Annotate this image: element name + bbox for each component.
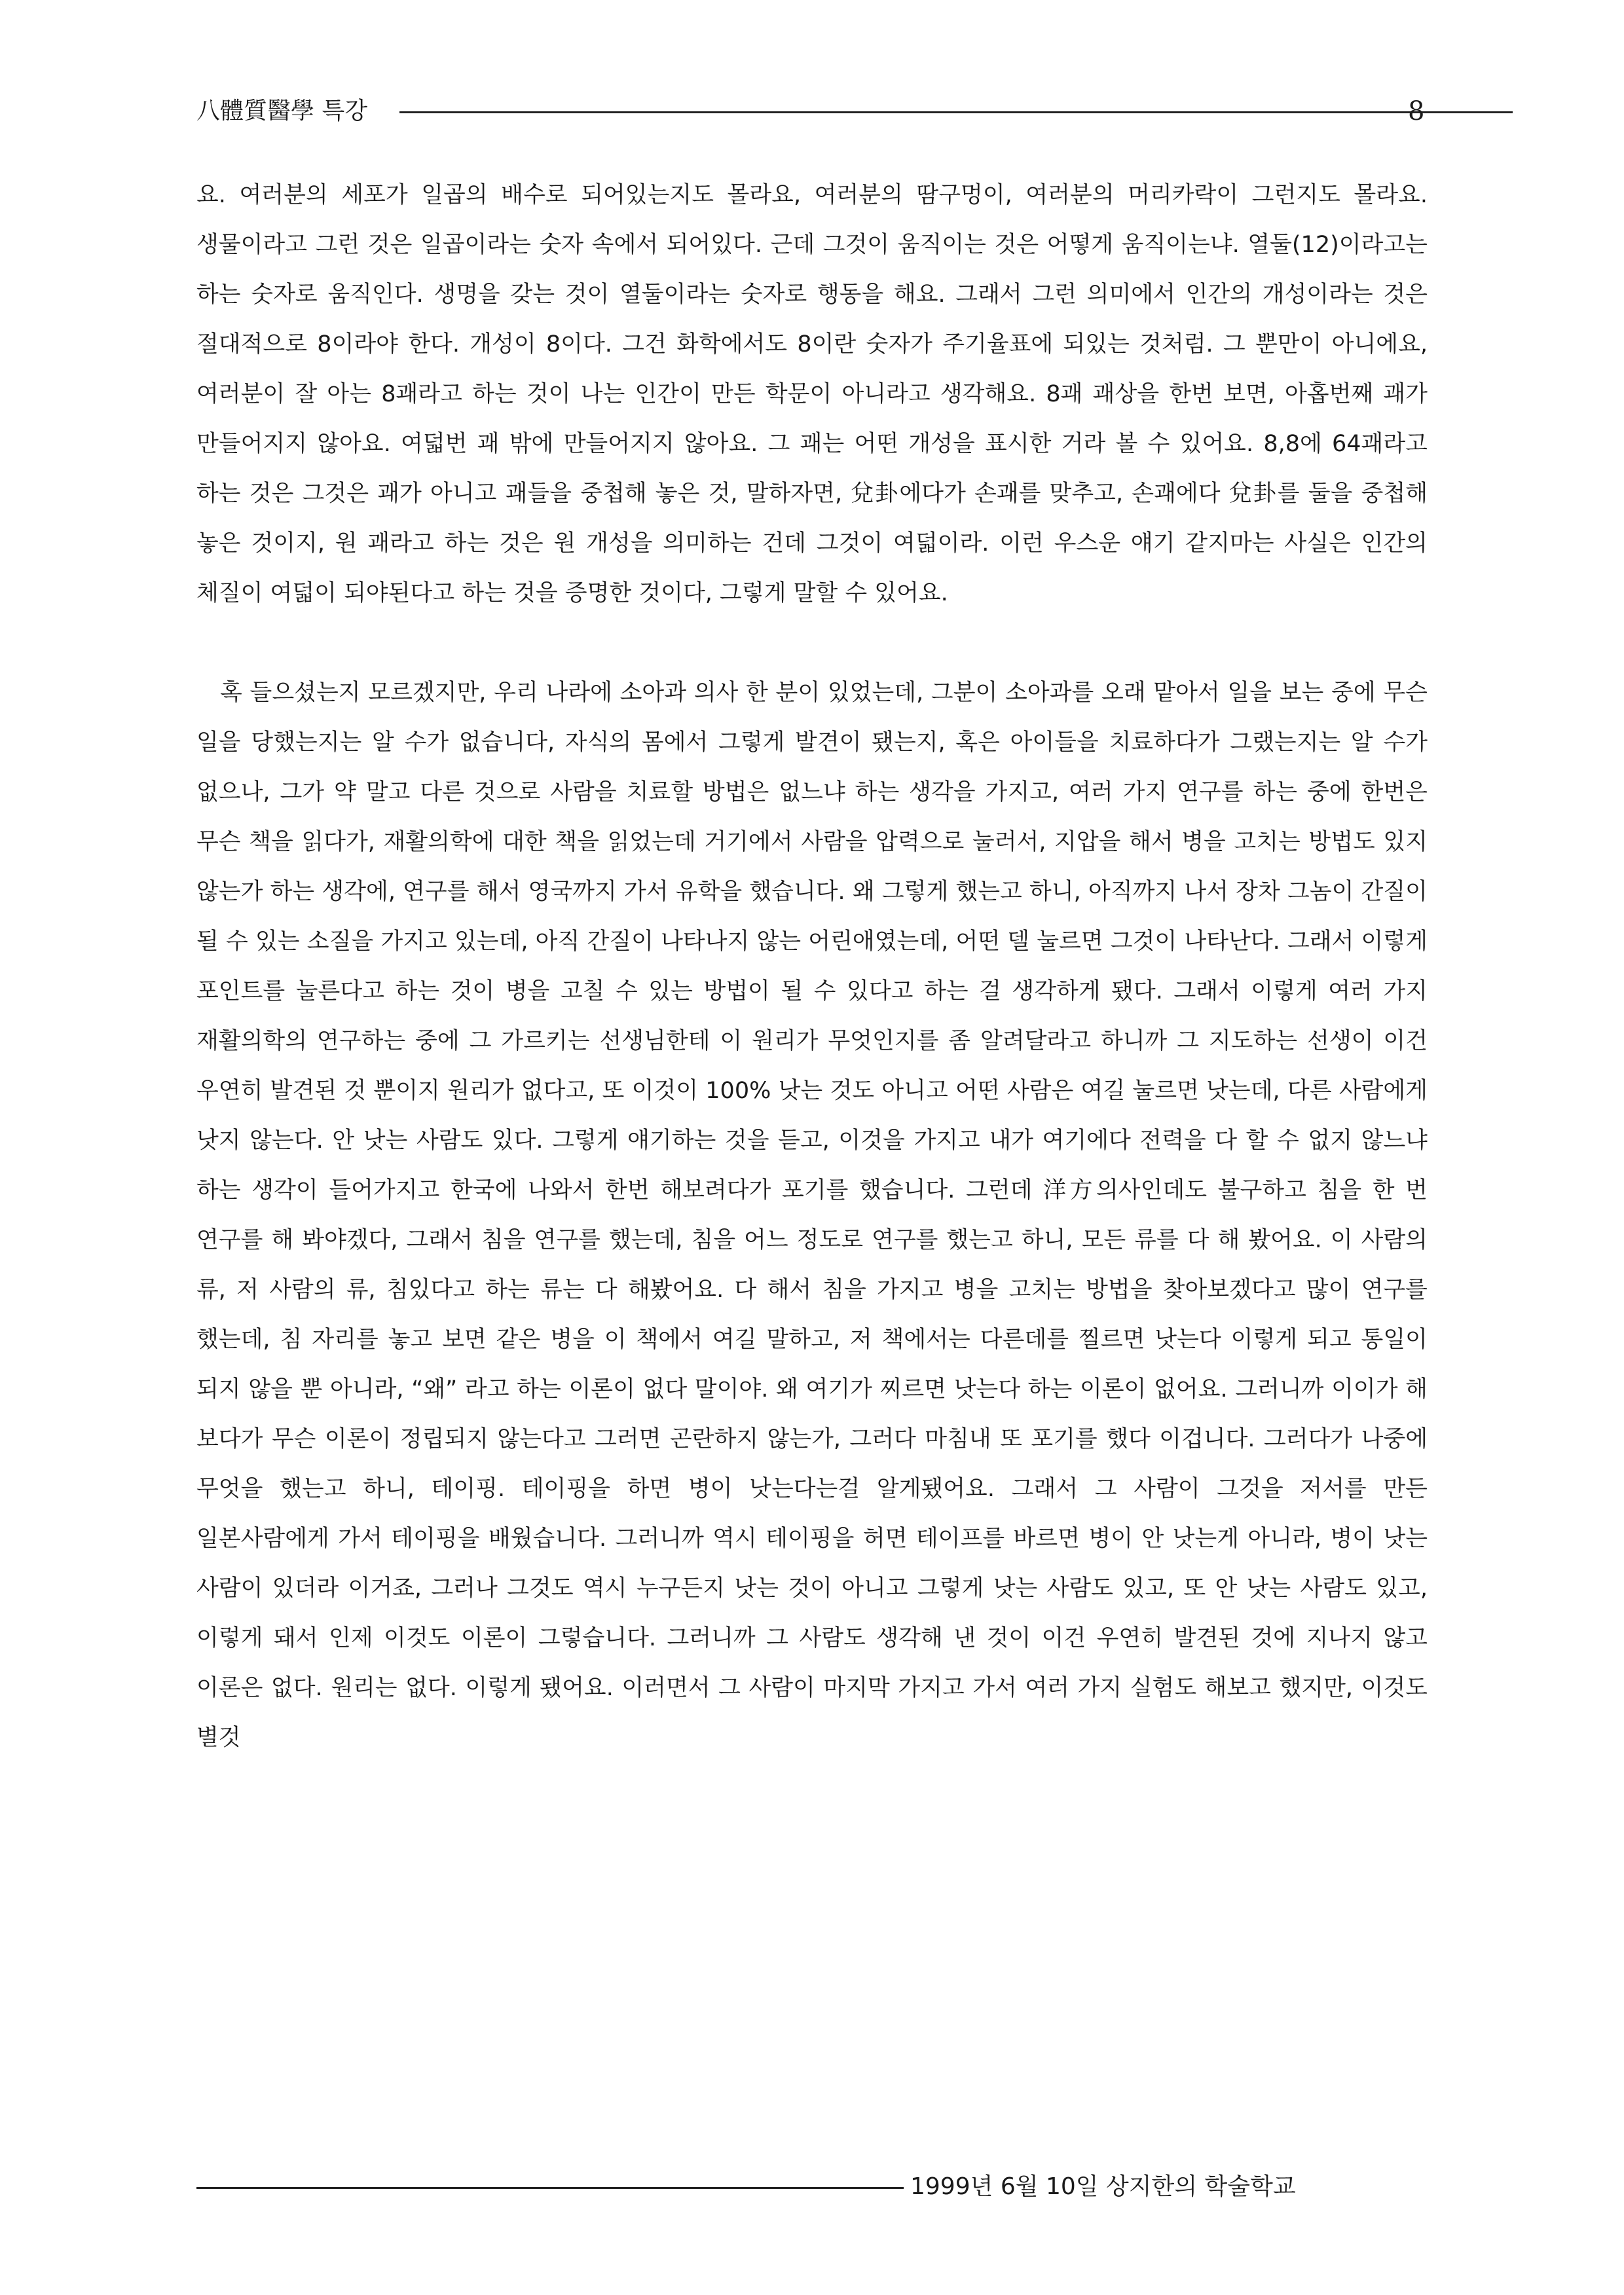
paragraph-1: 요. 여러분의 세포가 일곱의 배수로 되어있는지도 몰라요, 여러분의 땀구멍이, 여러분의 머리카락이 그런지도 몰라요. 생물이라고 그런 것은 일곱이라는 숫자 속에서 되어있다. 근데 그것이 움직이는 것은 어떻게 움직이는냐. 열둘(12)이라고는 하는 숫자로 움직인다. 생명을 갖는 것이 열둘이라는 숫자로 행동을 해요. 그래서 그런 의미에서 인간의 개성이라는 것은 절대적으로 8이라야 한다. 개성이 8이다. 그건 화학에서도 8이란 숫자가 주기율표에 되있는 것처럼. 그 뿐만이 아니에요, 여러분이 잘 아는 8괘라고 하는 것이 나는 인간이 만든 학문이 아니라고 생각해요. 8괘 괘상을 한번 보면, 아홉번째 괘가 만들어지지 않아요. 여덟번 괘 밖에 만들어지지 않아요. 그 괘는 어떤 개성을 표시한 거라 볼 수 있어요. 8,8에 64괘라고 하는 것은 그것은 괘가 아니고 괘들을 중첩해 놓은 것, 말하자면, 兌卦에다가 손괘를 맞추고, 손괘에다 兌卦를 둘을 중첩해 놓은 것이지, 원 괘라고 하는 것은 원 개성을 의미하는 건데 그것이 여덟이라. 이런 우스운 얘기 같지마는 사실은 인간의 체질이 여덟이 되야된다고 하는 것을 증명한 것이다, 그렇게 말할 수 있어요. <box>196 182 1428 606</box>
page-header <box>196 92 1428 131</box>
paragraph-2: 혹 들으셨는지 모르겠지만, 우리 나라에 소아과 의사 한 분이 있었는데, 그분이 소아과를 오래 맡아서 일을 보는 중에 무슨 일을 당했는지는 알 수가 없습니다, 자식의 몸에서 그렇게 발견이 됐는지, 혹은 아이들을 치료하다가 그랬는지는 알 수가 없으나, 그가 약 말고 다른 것으로 사람을 치료할 방법은 없느냐 하는 생각을 가지고, 여러 가지 연구를 하는 중에 한번은 무슨 책을 읽다가, 재활의학에 대한 책을 읽었는데 거기에서 사람을 압력으로 눌러서, 지압을 해서 병을 고치는 방법도 있지 않는가 하는 생각에, 연구를 해서 영국까지 가서 유학을 했습니다. 왜 그렇게 했는고 하니, 아직까지 나서 장차 그놈이 간질이 될 수 있는 소질을 가지고 있는데, 아직 간질이 나타나지 않는 어린애였는데, 어떤 델 눌르면 그것이 나타난다. 그래서 이렇게 포인트를 눌른다고 하는 것이 병을 고칠 수 있는 방법이 될 수 있다고 하는 걸 생각하게 됐다. 그래서 이렇게 여러 가지 재활의학의 연구하는 중에 그 가르키는 선생님한테 이 원리가 무엇인지를 좀 알려달라고 하니까 그 지도하는 선생이 이건 우연히 발견된 것 뿐이지 원리가 없다고, 또 이것이 100% 낫는 것도 아니고 어떤 사람은 여길 눌르면 낫는데, 다른 사람에게 낫지 않는다. 안 낫는 사람도 있다. 그렇게 얘기하는 것을 듣고, 이것을 가지고 내가 여기에다 전력을 다 할 수 없지 않느냐 하는 생각이 들어가지고 한국에 나와서 한번 해보려다가 포기를 했습니다. 그런데 洋方의사인데도 불구하고 침을 한 번 연구를 해 봐야겠다, 그래서 침을 연구를 했는데, 침을 어느 정도로 연구를 했는고 하니, 모든 류를 다 해 봤어요. 이 사람의 류, 저 사람의 류, 침있다고 하는 류는 다 해봤어요. 다 해서 침을 가지고 병을 고치는 방법을 찾아보겠다고 많이 연구를 했는데, 침 자리를 놓고 보면 같은 병을 이 책에서 여길 말하고, 저 책에서는 다른데를 찔르면 낫는다 이렇게 되고 통일이 되지 않을 뿐 아니라, “왜” 라고 하는 이론이 없다 말이야. 왜 여기가 찌르면 낫는다 하는 이론이 없어요. 그러니까 이이가 해 보다가 무슨 이론이 정립되지 않는다고 그러면 곤란하지 않는가, 그러다 마침내 또 포기를 했다 이겁니다. 그러다가 나중에 무엇을 했는고 하니, 테이핑. 테이핑을 하면 병이 낫는다는걸 알게됐어요. 그래서 그 사람이 그것을 저서를 만든 일본사람에게 가서 테이핑을 배웠습니다. 그러니까 역시 테이핑을 허면 테이프를 바르면 병이 안 낫는게 아니라, 병이 낫는 사람이 있더라 이거죠, 그러나 그것도 역시 누구든지 낫는 것이 아니고 그렇게 낫는 사람도 있고, 또 안 낫는 사람도 있고, 이렇게 돼서 인제 이것도 이론이 그렇습니다. 그러니까 그 사람도 생각해 낸 것이 이건 우연히 발견된 것에 지나지 않고 이론은 없다. 원리는 없다. 이렇게 됐어요. 이러면서 그 사람이 마지막 가지고 가서 여러 가지 실험도 해보고 했지만, 이것도 별것 <box>196 680 1428 1751</box>
page-number: 8 <box>1408 96 1425 126</box>
page-footer <box>196 2167 1428 2207</box>
footer-rule <box>196 2187 904 2189</box>
document-body <box>196 170 1428 1763</box>
footer-text: 1999년 6월 10일 상지한의 학술학교 <box>910 2173 1296 2200</box>
header-title: 八體質醫學 특강 <box>196 98 367 124</box>
header-rule <box>399 111 1513 113</box>
